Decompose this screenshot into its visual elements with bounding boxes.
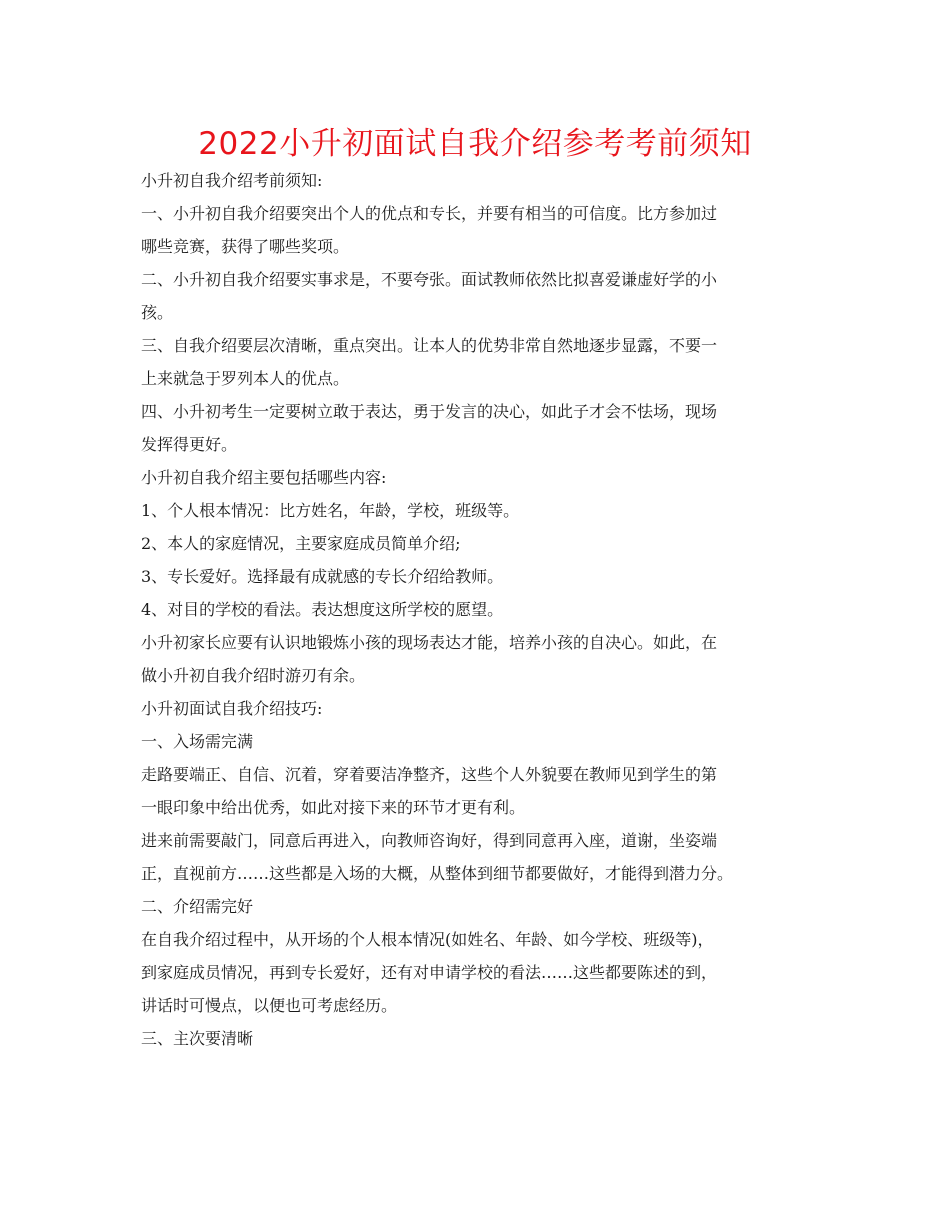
paragraph-line: 在自我介绍过程中，从开场的个人根本情况(如姓名、年龄、如今学校、班级等)，: [141, 930, 714, 949]
paragraph-line: 二、介绍需完好: [141, 897, 254, 916]
paragraph-line: 一、小升初自我介绍要突出个人的优点和专长，并要有相当的可信度。比方参加过: [141, 204, 718, 223]
paragraph-line: 讲话时可慢点，以便也可考虑经历。: [141, 996, 398, 1015]
paragraph-line: 2、本人的家庭情况，主要家庭成员简单介绍;: [141, 534, 461, 553]
paragraph-line: 1、个人根本情况：比方姓名，年龄，学校，班级等。: [141, 501, 520, 520]
paragraph-line: 三、自我介绍要层次清晰，重点突出。让本人的优势非常自然地逐步显露，不要一: [141, 336, 718, 355]
paragraph-line: 小升初家长应要有认识地锻炼小孩的现场表达才能，培养小孩的自决心。如此，在: [141, 633, 718, 652]
document-body: [141, 166, 821, 1053]
paragraph-line: 4、对目的学校的看法。表达想度这所学校的愿望。: [141, 600, 504, 619]
paragraph-line: 三、主次要清晰: [141, 1029, 254, 1048]
paragraph-line: 哪些竞赛，获得了哪些奖项。: [141, 237, 350, 256]
paragraph-line: 正，直视前方……这些都是入场的大概，从整体到细节都要做好，才能得到潜力分。: [141, 864, 734, 883]
paragraph-line: 小升初自我介绍考前须知:: [141, 171, 323, 190]
paragraph-line: 一眼印象中给出优秀，如此对接下来的环节才更有利。: [141, 798, 526, 817]
paragraph-line: 小升初自我介绍主要包括哪些内容:: [141, 468, 387, 487]
paragraph-line: 上来就急于罗列本人的优点。: [141, 369, 350, 388]
paragraph-line: 到家庭成员情况，再到专长爱好，还有对申请学校的看法……这些都要陈述的到，: [141, 963, 718, 982]
paragraph-line: 进来前需要敲门，同意后再进入，向教师咨询好，得到同意再入座，道谢，坐姿端: [141, 831, 718, 850]
paragraph-line: 小升初面试自我介绍技巧:: [141, 699, 323, 718]
paragraph-line: 发挥得更好。: [141, 435, 238, 454]
document-title: 2022小升初面试自我介绍参考考前须知: [198, 126, 752, 162]
paragraph-line: 二、小升初自我介绍要实事求是，不要夸张。面试教师依然比拟喜爱谦虚好学的小: [141, 270, 718, 289]
paragraph-line: 3、专长爱好。选择最有成就感的专长介绍给教师。: [141, 567, 504, 586]
paragraph-line: 四、小升初考生一定要树立敢于表达，勇于发言的决心，如此子才会不怯场，现场: [141, 402, 718, 421]
paragraph-line: 一、入场需完满: [141, 732, 254, 751]
paragraph-line: 做小升初自我介绍时游刃有余。: [141, 666, 366, 685]
paragraph-line: 孩。: [141, 303, 174, 322]
paragraph-line: 走路要端正、自信、沉着，穿着要洁净整齐，这些个人外貌要在教师见到学生的第: [141, 765, 718, 784]
